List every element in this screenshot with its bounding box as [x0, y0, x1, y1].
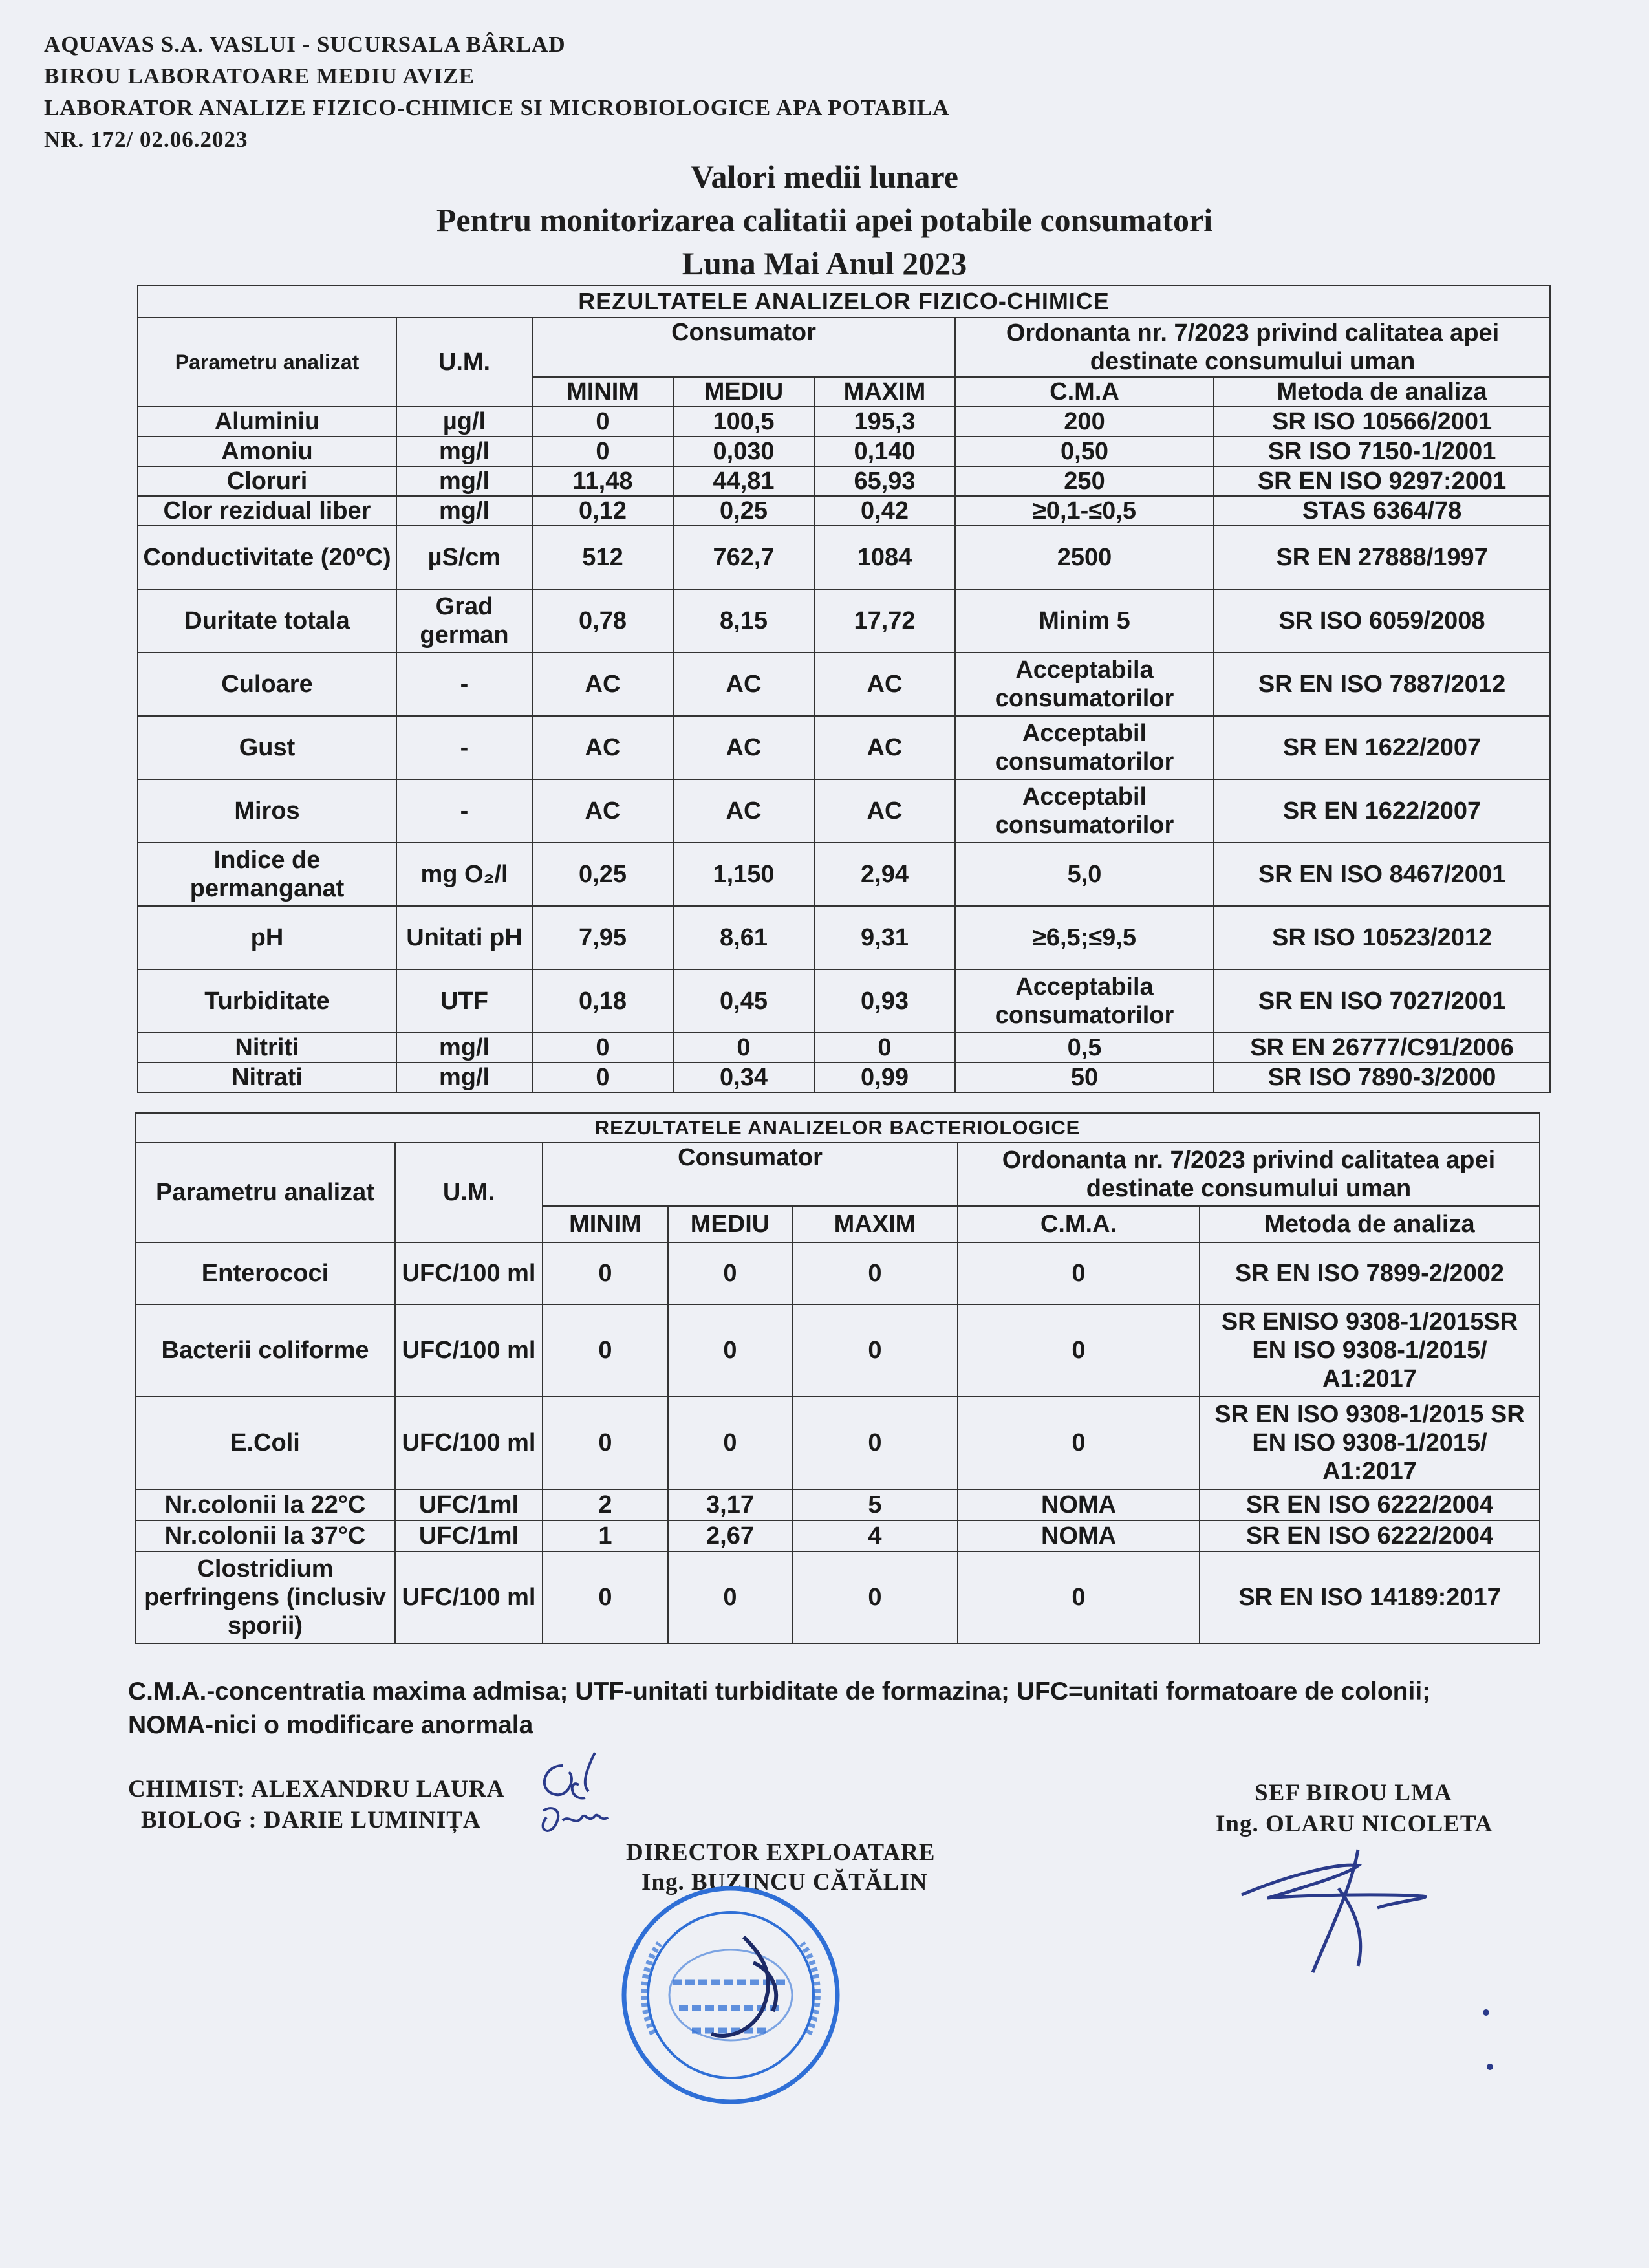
- cell-param: pH: [138, 906, 396, 969]
- cell-param: Nitrati: [138, 1063, 396, 1092]
- cell-min: 0: [532, 437, 673, 466]
- chemist-signature-line: CHIMIST: ALEXANDRU LAURA: [128, 1776, 505, 1802]
- cell-um: -: [396, 716, 532, 779]
- table-row: [138, 466, 1550, 496]
- cell-med: 762,7: [673, 526, 814, 589]
- cell-med: 8,61: [673, 906, 814, 969]
- cell-min: 0,18: [532, 969, 673, 1033]
- table-row: [135, 1396, 1540, 1489]
- bacteriological-banner: REZULTATELE ANALIZELOR BACTERIOLOGICE: [135, 1113, 1540, 1143]
- cell-min: 11,48: [532, 466, 673, 496]
- cell-min: 512: [532, 526, 673, 589]
- cell-med: 0: [668, 1304, 792, 1396]
- table-row: [138, 407, 1550, 437]
- legend-line-2: NOMA-nici o modificare anormala: [128, 1711, 534, 1739]
- cell-metoda: SR EN ISO 7887/2012: [1214, 653, 1550, 716]
- document-title: [0, 155, 1649, 285]
- cell-min: AC: [532, 653, 673, 716]
- cell-min: 0,12: [532, 496, 673, 526]
- cell-cma: NOMA: [958, 1520, 1200, 1551]
- cell-param: Clor rezidual liber: [138, 496, 396, 526]
- header-min: MINIM: [532, 377, 673, 407]
- cell-med: AC: [673, 716, 814, 779]
- cell-param: Culoare: [138, 653, 396, 716]
- cell-param: Conductivitate (20ºC): [138, 526, 396, 589]
- cell-metoda: SR EN ISO 6222/2004: [1200, 1489, 1540, 1520]
- cell-max: 5: [792, 1489, 958, 1520]
- cell-um: mg/l: [396, 437, 532, 466]
- cell-cma: 2500: [955, 526, 1214, 589]
- header-unit: U.M.: [396, 318, 532, 407]
- cell-param: Gust: [138, 716, 396, 779]
- pen-marks: [1474, 2005, 1500, 2076]
- cell-min: 2: [543, 1489, 668, 1520]
- cell-max: 0,42: [814, 496, 955, 526]
- cell-metoda: SR EN ISO 14189:2017: [1200, 1551, 1540, 1643]
- header-consumer: Consumator: [532, 318, 955, 377]
- table-row: [135, 1489, 1540, 1520]
- cell-cma: Acceptabila consumatorilor: [955, 653, 1214, 716]
- cell-metoda: SR ISO 7150-1/2001: [1214, 437, 1550, 466]
- table-row: [138, 1063, 1550, 1092]
- cell-param: Amoniu: [138, 437, 396, 466]
- cell-param: Duritate totala: [138, 589, 396, 653]
- cell-cma: Acceptabil consumatorilor: [955, 716, 1214, 779]
- cell-metoda: SR EN ISO 7899-2/2002: [1200, 1242, 1540, 1304]
- cell-max: 0,140: [814, 437, 955, 466]
- cell-param: Nr.colonii la 22°C: [135, 1489, 395, 1520]
- cell-cma: 0: [958, 1551, 1200, 1643]
- cell-min: 0: [532, 1033, 673, 1063]
- abbreviation-legend: [128, 1675, 1551, 1742]
- bacteriological-rows: [135, 1242, 1540, 1643]
- cell-med: 44,81: [673, 466, 814, 496]
- table-row: [138, 969, 1550, 1033]
- cell-metoda: SR EN 27888/1997: [1214, 526, 1550, 589]
- cell-min: 0: [543, 1551, 668, 1643]
- cell-min: 0,25: [532, 843, 673, 906]
- cell-max: 4: [792, 1520, 958, 1551]
- cell-metoda: SR EN ISO 7027/2001: [1214, 969, 1550, 1033]
- company-stamp: [614, 1879, 847, 2111]
- cell-param: Miros: [138, 779, 396, 843]
- cell-med: 0,030: [673, 437, 814, 466]
- cell-metoda: SR EN 26777/C91/2006: [1214, 1033, 1550, 1063]
- cell-cma: 0: [958, 1242, 1200, 1304]
- cell-min: 0: [532, 1063, 673, 1092]
- head-of-office-name: Ing. OLARU NICOLETA: [1216, 1811, 1493, 1837]
- director-title: DIRECTOR EXPLOATARE: [626, 1839, 936, 1866]
- cell-metoda: SR EN ISO 8467/2001: [1214, 843, 1550, 906]
- director-name: Ing. BUZINCU CĂTĂLIN: [641, 1869, 928, 1895]
- cell-med: 0: [668, 1551, 792, 1643]
- cell-med: 0,45: [673, 969, 814, 1033]
- header-cma: C.M.A.: [958, 1206, 1200, 1242]
- physico-chemical-banner: REZULTATELE ANALIZELOR FIZICO-CHIMICE: [138, 285, 1550, 318]
- header-cma: C.M.A: [955, 377, 1214, 407]
- cell-um: UFC/100 ml: [395, 1242, 543, 1304]
- cell-metoda: SR EN 1622/2007: [1214, 716, 1550, 779]
- header-method: Metoda de analiza: [1200, 1206, 1540, 1242]
- cell-max: 2,94: [814, 843, 955, 906]
- cell-max: 0: [814, 1033, 955, 1063]
- cell-param: Cloruri: [138, 466, 396, 496]
- cell-med: 0: [668, 1396, 792, 1489]
- title-line-3: Luna Mai Anul 2023: [682, 245, 967, 281]
- cell-metoda: SR ISO 6059/2008: [1214, 589, 1550, 653]
- cell-cma: 0,5: [955, 1033, 1214, 1063]
- header-mean: MEDIU: [668, 1206, 792, 1242]
- cell-um: mg O₂/l: [396, 843, 532, 906]
- cell-metoda: SR ISO 10523/2012: [1214, 906, 1550, 969]
- cell-cma: 50: [955, 1063, 1214, 1092]
- cell-min: 0,78: [532, 589, 673, 653]
- bacteriological-table: [135, 1112, 1540, 1644]
- table-row: [138, 589, 1550, 653]
- header-max: MAXIM: [814, 377, 955, 407]
- header-ordinance: Ordonanta nr. 7/2023 privind calitatea apei destinate consumului uman: [955, 318, 1550, 377]
- cell-metoda: SR EN ISO 9297:2001: [1214, 466, 1550, 496]
- cell-um: UFC/100 ml: [395, 1551, 543, 1643]
- cell-med: 100,5: [673, 407, 814, 437]
- cell-med: 3,17: [668, 1489, 792, 1520]
- cell-cma: Acceptabil consumatorilor: [955, 779, 1214, 843]
- cell-max: 9,31: [814, 906, 955, 969]
- cell-med: 0: [673, 1033, 814, 1063]
- cell-max: 0: [792, 1551, 958, 1643]
- header-max: MAXIM: [792, 1206, 958, 1242]
- cell-min: 0: [543, 1396, 668, 1489]
- cell-med: AC: [673, 653, 814, 716]
- table-row: [135, 1304, 1540, 1396]
- cell-param: Nitriti: [138, 1033, 396, 1063]
- cell-param: Bacterii coliforme: [135, 1304, 395, 1396]
- cell-um: mg/l: [396, 496, 532, 526]
- header-ordinance: Ordonanta nr. 7/2023 privind calitatea apei destinate consumului uman: [958, 1143, 1540, 1206]
- cell-med: 1,150: [673, 843, 814, 906]
- cell-cma: 250: [955, 466, 1214, 496]
- cell-cma: Acceptabila consumatorilor: [955, 969, 1214, 1033]
- cell-um: mg/l: [396, 466, 532, 496]
- cell-min: 7,95: [532, 906, 673, 969]
- cell-um: UFC/1ml: [395, 1489, 543, 1520]
- head-of-office-handwritten-signature: [1229, 1837, 1474, 1992]
- header-method: Metoda de analiza: [1214, 377, 1550, 407]
- cell-max: AC: [814, 653, 955, 716]
- header-min: MINIM: [543, 1206, 668, 1242]
- cell-um: Unitati pH: [396, 906, 532, 969]
- cell-min: 0: [532, 407, 673, 437]
- cell-min: 0: [543, 1304, 668, 1396]
- cell-min: AC: [532, 716, 673, 779]
- cell-um: µg/l: [396, 407, 532, 437]
- header-consumer: Consumator: [543, 1143, 958, 1206]
- cell-max: 195,3: [814, 407, 955, 437]
- biologist-signature-line: BIOLOG : DARIE LUMINIȚA: [141, 1807, 481, 1833]
- cell-metoda: SR EN ISO 6222/2004: [1200, 1520, 1540, 1551]
- cell-metoda: STAS 6364/78: [1214, 496, 1550, 526]
- cell-med: 0: [668, 1242, 792, 1304]
- cell-um: µS/cm: [396, 526, 532, 589]
- cell-min: 1: [543, 1520, 668, 1551]
- cell-max: 0,93: [814, 969, 955, 1033]
- document-number: NR. 172/ 02.06.2023: [44, 127, 248, 152]
- table-row: [138, 843, 1550, 906]
- cell-cma: ≥0,1-≤0,5: [955, 496, 1214, 526]
- cell-metoda: SR ISO 7890-3/2000: [1214, 1063, 1550, 1092]
- document-header: [44, 28, 949, 155]
- cell-max: 1084: [814, 526, 955, 589]
- cell-max: AC: [814, 779, 955, 843]
- cell-cma: Minim 5: [955, 589, 1214, 653]
- cell-param: Nr.colonii la 37°C: [135, 1520, 395, 1551]
- cell-param: E.Coli: [135, 1396, 395, 1489]
- table-row: [135, 1242, 1540, 1304]
- cell-max: 0: [792, 1242, 958, 1304]
- table-row: [138, 496, 1550, 526]
- cell-um: mg/l: [396, 1033, 532, 1063]
- physico-chemical-table: [137, 285, 1551, 1093]
- cell-um: UFC/1ml: [395, 1520, 543, 1551]
- cell-med: 8,15: [673, 589, 814, 653]
- cell-med: 2,67: [668, 1520, 792, 1551]
- chemist-handwritten-signature: [524, 1740, 621, 1850]
- cell-um: -: [396, 653, 532, 716]
- table-row: [138, 906, 1550, 969]
- cell-param: Enterococi: [135, 1242, 395, 1304]
- cell-um: UTF: [396, 969, 532, 1033]
- cell-cma: 0,50: [955, 437, 1214, 466]
- header-parameter: Parametru analizat: [138, 318, 396, 407]
- table-row: [135, 1520, 1540, 1551]
- legend-line-1: C.M.A.-concentratia maxima admisa; UTF-unitati turbiditate de formazina; UFC=unitati formatoare de colonii;: [128, 1678, 1431, 1705]
- header-parameter: Parametru analizat: [135, 1143, 395, 1242]
- cell-max: AC: [814, 716, 955, 779]
- table-row: [138, 526, 1550, 589]
- cell-max: 0: [792, 1396, 958, 1489]
- cell-metoda: SR EN ISO 9308-1/2015 SR EN ISO 9308-1/2015/ A1:2017: [1200, 1396, 1540, 1489]
- title-line-2: Pentru monitorizarea calitatii apei potabile consumatori: [436, 202, 1213, 238]
- cell-max: 17,72: [814, 589, 955, 653]
- cell-metoda: SR ENISO 9308-1/2015SR EN ISO 9308-1/2015/ A1:2017: [1200, 1304, 1540, 1396]
- head-of-office-title: SEF BIROU LMA: [1255, 1780, 1452, 1806]
- physico-chemical-rows: [138, 407, 1550, 1092]
- cell-metoda: SR ISO 10566/2001: [1214, 407, 1550, 437]
- cell-um: mg/l: [396, 1063, 532, 1092]
- table-row: [138, 437, 1550, 466]
- cell-med: 0,34: [673, 1063, 814, 1092]
- cell-max: 0,99: [814, 1063, 955, 1092]
- cell-cma: 0: [958, 1304, 1200, 1396]
- cell-param: Aluminiu: [138, 407, 396, 437]
- header-mean: MEDIU: [673, 377, 814, 407]
- cell-cma: 200: [955, 407, 1214, 437]
- cell-cma: 0: [958, 1396, 1200, 1489]
- cell-max: 65,93: [814, 466, 955, 496]
- cell-metoda: SR EN 1622/2007: [1214, 779, 1550, 843]
- cell-param: Indice de permanganat: [138, 843, 396, 906]
- cell-um: Grad german: [396, 589, 532, 653]
- table-row: [135, 1551, 1540, 1643]
- cell-max: 0: [792, 1304, 958, 1396]
- company-name: AQUAVAS S.A. VASLUI - SUCURSALA BÂRLAD: [44, 32, 566, 57]
- cell-med: 0,25: [673, 496, 814, 526]
- table-row: [138, 716, 1550, 779]
- title-line-1: Valori medii lunare: [691, 158, 958, 195]
- table-row: [138, 1033, 1550, 1063]
- header-unit: U.M.: [395, 1143, 543, 1242]
- cell-min: 0: [543, 1242, 668, 1304]
- cell-param: Turbiditate: [138, 969, 396, 1033]
- cell-cma: NOMA: [958, 1489, 1200, 1520]
- table-row: [138, 653, 1550, 716]
- table-row: [138, 779, 1550, 843]
- cell-param: Clostridium perfringens (inclusiv sporii): [135, 1551, 395, 1643]
- cell-cma: ≥6,5;≤9,5: [955, 906, 1214, 969]
- cell-cma: 5,0: [955, 843, 1214, 906]
- cell-med: AC: [673, 779, 814, 843]
- cell-um: UFC/100 ml: [395, 1304, 543, 1396]
- cell-um: -: [396, 779, 532, 843]
- laboratory-name: LABORATOR ANALIZE FIZICO-CHIMICE SI MICROBIOLOGICE APA POTABILA: [44, 95, 950, 120]
- office-name: BIROU LABORATOARE MEDIU AVIZE: [44, 63, 475, 89]
- cell-um: UFC/100 ml: [395, 1396, 543, 1489]
- cell-min: AC: [532, 779, 673, 843]
